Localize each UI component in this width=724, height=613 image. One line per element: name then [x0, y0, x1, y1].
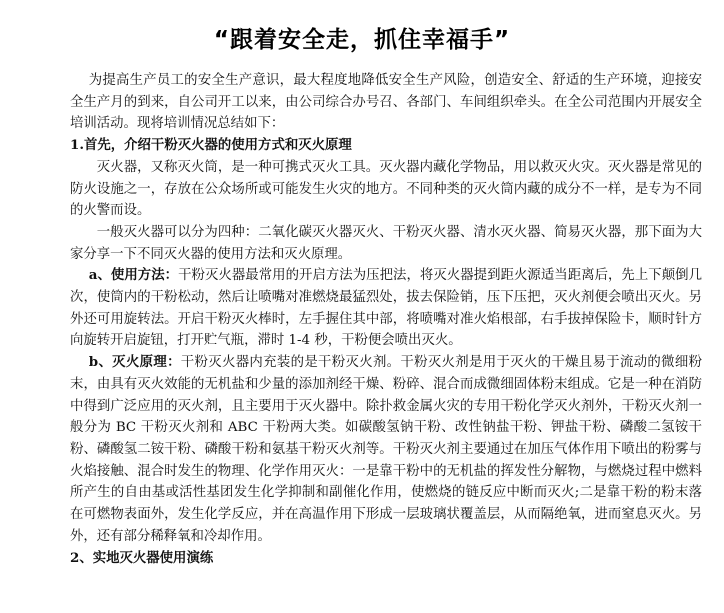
extinguisher-definition-paragraph: 灭火器，又称灭火筒，是一种可携式灭火工具。灭火器内藏化学物品，用以救灭火灾。灭火器是常见的防火设施之一，存放在公众场所或可能发生火灾的地方。不同种类的灭火筒内藏的成分不一样，是专为不同的火警而设。 — [70, 159, 702, 219]
section-1-heading: 1.首先，介绍干粉灭火器的使用方式和灭火原理 — [70, 137, 352, 154]
principle-text: 干粉灭火器内充装的是干粉灭火剂。干粉灭火剂是用于灭火的干燥且易于流动的微细粉末，由具有灭火效能的无机盐和少量的添加剂经干燥、粉碎、混合而成微细固体粉末组成。它是一种在消防中得到广泛应用的灭火剂，且主要用于灭火器中。除扑救金属火灾的专用干粉化学灭火剂外，干粉灭火剂一般分为 BC 干粉灭火剂和 ABC 干粉两大类。如碳酸氢钠干粉、改性钠盐干粉、钾盐干粉、磷酸二氢铵干粉、磷酸氢二铵干粉、磷酸干粉和氨基干粉灭火剂等。干粉灭火剂主要通过在加压气体作用下喷出的粉雾与火焰接触、混合时发生的物理、化学作用灭火：一是靠干粉中的无机盐的挥发性分解物，与燃烧过程中燃料所产生的自由基或活性基团发生化学抑制和副催化作用，使燃烧的链反应中断而灭火;二是靠干粉的粉末落在可燃物表面外，发生化学反应，并在高温作用下形成一层玻璃状覆盖层，从而隔绝氧，进而窒息灭火。另外，还有部分稀释氧和冷却作用。 — [70, 355, 702, 544]
usage-method-text: 干粉灭火器最常用的开启方法为压把法，将灭火器提到距火源适当距离后，先上下颠倒几次，使筒内的干粉松动，然后让喷嘴对准燃烧最猛烈处，拔去保险销，压下压把，灭火剂便会喷出灭火。另外还可用旋转法。开启干粉灭火棒时，左手握住其中部，将喷嘴对准火焰根部，右手拔掉保险卡，顺时针方向旋转开启旋钮，打开贮气瓶，滞时 1-4 秒，干粉便会喷出灭火。 — [70, 268, 703, 349]
document-body — [70, 70, 702, 570]
document-title: “跟着安全走，抓住幸福手” — [213, 27, 511, 53]
intro-paragraph: 为提高生产员工的安全生产意识，最大程度地降低安全生产风险，创造安全、舒适的生产环境，迎接安全生产月的到来，自公司开工以来，由公司综合办号召、各部门、车间组织牵头。在全公司范围内开展安全培训活动。现将培训情况总结如下： — [70, 73, 702, 132]
principle-label: b、灭火原理： — [88, 354, 181, 371]
section-2-heading: 2、实地灭火器使用演练 — [70, 550, 214, 567]
extinguisher-types-paragraph: 一般灭火器可以分为四种：二氧化碳灭火器灭火、干粉灭火器、清水灭火器、简易灭火器，那下面为大家分享一下不同灭火器的使用方法和灭火原理。 — [70, 224, 702, 262]
principle-paragraph — [70, 352, 702, 547]
usage-method-paragraph — [70, 265, 702, 352]
usage-method-label: a、使用方法： — [88, 267, 179, 284]
